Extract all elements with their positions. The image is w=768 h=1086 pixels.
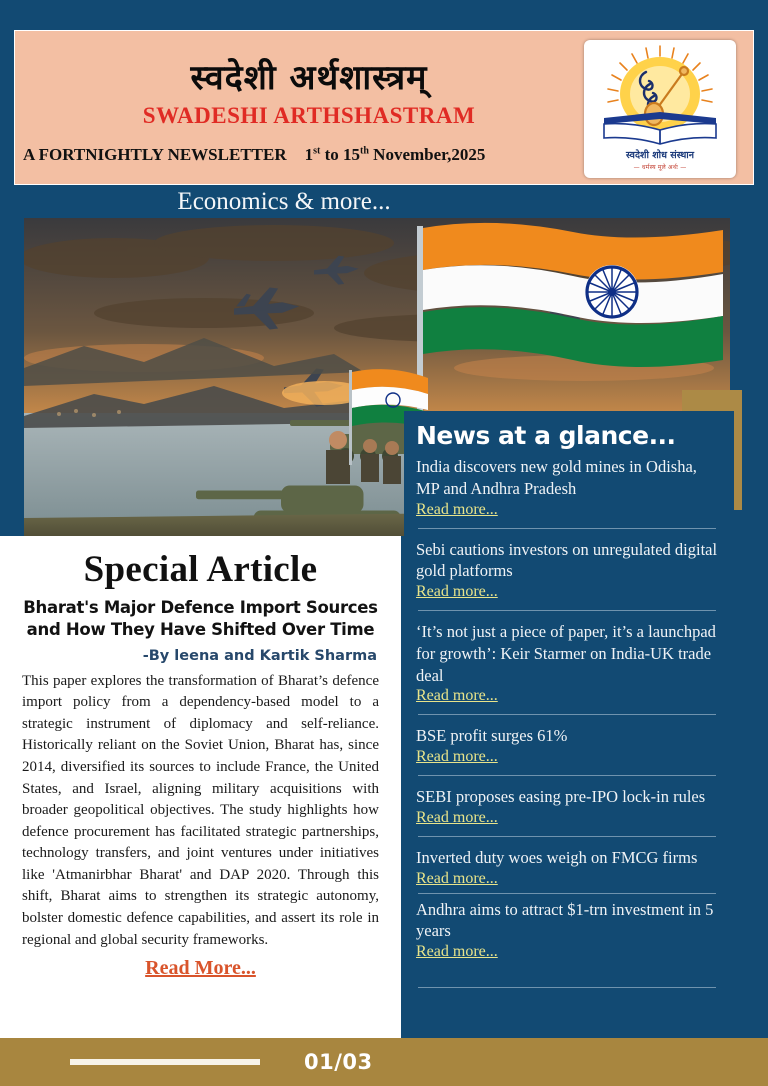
newsletter-tagline: Economics & more... [177,188,391,215]
news-divider [418,836,716,837]
news-item [416,897,720,962]
news-read-more-link[interactable]: Read more... [416,748,498,766]
logo-motto: — धर्मस्य मूले अर्थः — [584,163,736,171]
news-divider [418,610,716,611]
news-read-more-link[interactable]: Read more... [416,687,498,705]
news-headline: Sebi cautions investors on unregulated digital gold platforms [416,539,718,581]
issue-date-range: 1st to 15th November,2025 [304,145,486,164]
newsletter-title-english: SWADESHI ARTHSHASTRAM [142,103,476,128]
page-number: 01/03 [304,1050,373,1074]
news-divider [418,775,716,776]
news-read-more-link[interactable]: Read more... [416,583,498,601]
news-item [416,537,720,602]
special-article-byline: -By leena and Kartik Sharma [142,647,377,664]
logo-organisation-name: स्वदेशी शोध संस्थान [625,150,695,161]
news-read-more-link[interactable]: Read more... [416,500,498,518]
news-item [416,723,720,766]
news-divider [418,528,716,529]
news-read-more-link[interactable]: Read more... [416,869,498,887]
organisation-logo [584,40,736,178]
news-item [416,845,720,888]
footer-rule [70,1059,260,1065]
article-read-more-link[interactable]: Read More... [145,957,256,980]
newsletter-title-hindi: स्वदेशी अर्थशास्त्रम् [190,58,428,98]
special-article-kicker: Special Article [83,549,318,590]
news-divider [418,893,716,894]
special-article-panel [0,536,404,1041]
veena-sun-book-emblem-icon [584,40,736,152]
news-headline: SEBI proposes easing pre-IPO lock-in rules [416,787,706,807]
news-read-more-link[interactable]: Read more... [416,943,498,961]
news-headline: BSE profit surges 61% [416,726,568,746]
news-headline: India discovers new gold mines in Odisha, MP and Andhra Pradesh [416,457,697,498]
news-at-a-glance-panel [404,411,734,1036]
page-footer [0,1038,768,1086]
fortnightly-label: A FORTNIGHTLY NEWSLETTER [23,145,287,164]
news-divider [418,714,716,715]
news-read-more-link[interactable]: Read more... [416,808,498,826]
news-item [416,454,720,519]
news-item [416,784,720,827]
news-headline: Inverted duty woes weigh on FMCG firms [416,847,698,867]
news-headline: Andhra aims to attract $1-trn investment in 5 years [416,899,714,941]
news-headline: ‘It’s not just a piece of paper, it’s a launchpad for growth’: Keir Starmer on India-UK trade deal [416,622,716,685]
special-article-body: This paper explores the transformation of Bharat’s defence import policy from a dependency-based model to a strategic instrument of diplomacy and self-reliance. Historically reliant on the Soviet Union, Bharat has, since 2014, diversified its sources to include France, the United States, and Israel, aligning military acquisitions with broader geopolitical objectives. The study highlights how defence procurement has facilitated strategic partnerships, technology transfers, and joint ventures under initiatives like 'Atmanirbhar Bharat' and DAP 2020. Through this shift, Bharat aims to strengthen its strategic autonomy, bolster domestic defence capabilities, and assert its role in regional and global security frameworks. [22,672,379,948]
news-panel-heading: News at a glance... [416,421,676,450]
special-article-title: Bharat's Major Defence Import Sources and How They Have Shifted Over Time [23,598,378,639]
news-divider [418,987,716,988]
news-item [416,619,720,705]
